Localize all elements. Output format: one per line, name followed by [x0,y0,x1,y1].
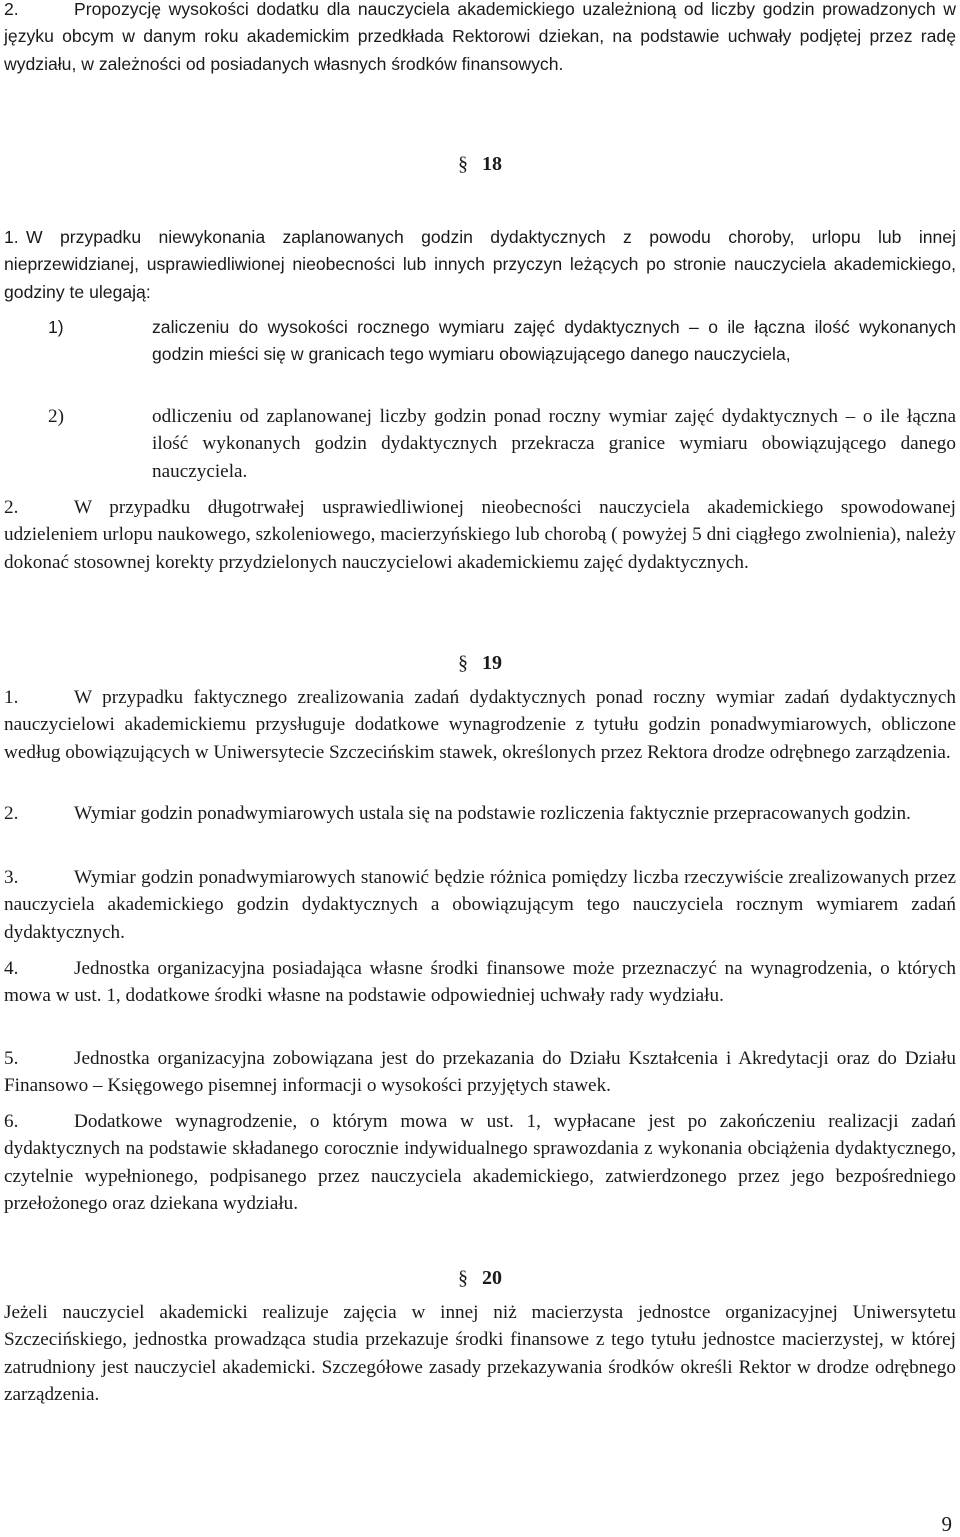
section-heading-20 [458,1266,502,1290]
section19-paragraph-5 [4,1045,956,1100]
paragraph-text: Wymiar godzin ponadwymiarowych stanowić będzie różnica pomiędzy liczba rzeczywiście zrealizowanych przez nauczyciela akademickiego godzin dydaktycznych a obowiązującym tego nauczyciela rocznym wymiarem zadań dydaktycznych. [4,867,956,943]
list-item-text: odliczeniu od zaplanowanej liczby godzin ponad roczny wymiar zajęć dydaktycznych – o ile łączna ilość wykonanych godzin dydaktycznych przekracza granice wymiaru obowiązującego danego nauczyciela. [152,406,956,482]
paragraph-text: Jeżeli nauczyciel akademicki realizuje zajęcia w innej niż macierzysta jednostce organizacyjnej Uniwersytetu Szczecińskiego, jednostka prowadząca studia przekazuje środki finansowe z tego tytułu jednostce macierzystej, w której zatrudniony jest nauczyciel akademicki. Szczegółowe zasady przekazywania środków określi Rektor w drodze odrębnego zarządzenia. [4,1302,956,1405]
paragraph-number: 3. [4,867,19,888]
section18-paragraph-2 [4,494,956,576]
section-number: 20 [482,1267,502,1289]
paragraph-text: W przypadku długotrwałej usprawiedliwionej nieobecności nauczyciela akademickiego spowodowanej udzieleniem urlopu naukowego, szkoleniowego, macierzyńskiego lub chorobą ( powyżej 5 dni ciągłego zwolnienia), należy dokonać stosownej korekty przydzielonych nauczycielowi akademickiemu zajęć dydaktycznych. [4,497,956,573]
section-heading-18 [458,152,502,176]
section-sign: § [458,652,468,674]
section19-paragraph-6 [4,1108,956,1217]
section-sign: § [458,153,468,175]
list-item-text: zaliczeniu do wysokości rocznego wymiaru zajęć dydaktycznych – o ile łączna ilość wykonanych godzin mieści się w granicach tego wymiaru obowiązującego danego nauczyciela, [152,317,956,365]
paragraph-text: Wymiar godzin ponadwymiarowych ustala się na podstawie rozliczenia faktycznie przepracowanych godzin. [74,803,911,824]
section19-paragraph-2 [4,800,956,827]
section-number: 19 [482,652,502,674]
section19-paragraph-4 [4,955,956,1010]
paragraph-text: W przypadku niewykonania zaplanowanych godzin dydaktycznych z powodu choroby, urlopu lub innej nieprzewidzianej, usprawiedliwionej nieobecności lub innych przyczyn leżących po stronie nauczyciela akademickiego, godziny te ulegają: [4,227,956,302]
section19-paragraph-3 [4,864,956,946]
section-sign: § [458,1267,468,1289]
paragraph-number: 6. [4,1111,19,1132]
paragraph-dodatek-jezyk-obcy [4,0,956,78]
section-number: 18 [482,153,502,175]
paragraph-text: Propozycję wysokości dodatku dla nauczyciela akademickiego uzależnioną od liczby godzin prowadzonych w języku obcym w danym roku akademickim przedkłada Rektorowi dziekan, na podstawie uchwały podjętej przez radę wydziału, w zależności od posiadanych własnych środków finansowych. [4,0,956,74]
paragraph-text: Dodatkowe wynagrodzenie, o którym mowa w ust. 1, wypłacane jest po zakończeniu realizacji zadań dydaktycznych na podstawie składanego corocznie indywidualnego sprawozdania z wykonania obciążenia dydaktycznego, czytelnie wypełnionego, podpisanego przez nauczyciela akademickiego, zatwierdzonego przez jego bezpośredniego przełożonego oraz dziekana wydziału. [4,1111,956,1214]
paragraph-number: 4. [4,958,19,979]
paragraph-text: W przypadku faktycznego zrealizowania zadań dydaktycznych ponad roczny wymiar zadań dydaktycznych nauczycielowi akademickiemu przysługuje dodatkowe wynagrodzenie z tytułu godzin ponadwymiarowych, obliczone według obowiązujących w Uniwersytecie Szczecińskim stawek, określonych przez Rektora drodze odrębnego zarządzenia. [4,687,956,763]
paragraph-number: 2. [4,0,19,19]
list-item [48,314,956,369]
page-number: 9 [941,1512,952,1536]
paragraph-text: Jednostka organizacyjna posiadająca własne środki finansowe może przeznaczyć na wynagrodzenia, o których mowa w ust. 1, dodatkowe środki własne na podstawie odpowiedniej uchwały rady wydziału. [4,958,956,1007]
paragraph-text: Jednostka organizacyjna zobowiązana jest do przekazania do Działu Kształcenia i Akredytacji oraz do Działu Finansowo – Księgowego pisemnej informacji o wysokości przyjętych stawek. [4,1048,956,1097]
list-item [48,403,956,485]
list-marker: 2) [48,406,64,427]
list-marker: 1) [48,317,64,337]
section-heading-19 [458,651,502,675]
paragraph-number: 2. [4,497,19,518]
section19-paragraph-1 [4,684,956,766]
section20-paragraph [4,1299,956,1408]
paragraph-number: 1. [4,687,19,708]
paragraph-number: 2. [4,803,19,824]
section18-paragraph-1 [4,224,956,306]
paragraph-number: 1. [4,227,19,247]
paragraph-number: 5. [4,1048,19,1069]
